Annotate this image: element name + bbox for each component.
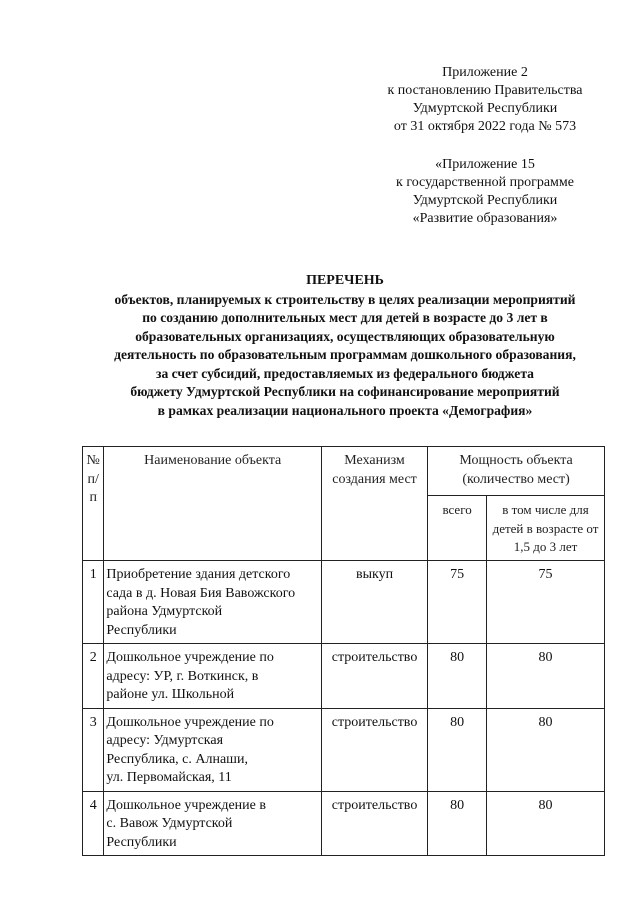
title-line: в рамках реализации национального проекта «Демография» xyxy=(157,402,533,418)
appendix-reference xyxy=(360,64,610,136)
row-young: 75 xyxy=(487,561,605,644)
title-line: по созданию дополнительных мест для детей в возрасте до 3 лет в xyxy=(142,310,548,325)
row-young: 80 xyxy=(487,791,605,856)
row-name-line: Республики xyxy=(106,622,177,638)
row-mechanism: строительство xyxy=(322,791,428,856)
table-row xyxy=(83,791,605,856)
row-total: 80 xyxy=(428,644,487,709)
header-total: всего xyxy=(428,496,487,561)
row-name xyxy=(104,644,322,709)
table-row xyxy=(83,561,605,644)
row-total: 80 xyxy=(428,791,487,856)
appendix-line: к постановлению Правительства xyxy=(387,83,583,98)
row-name-line: сада в д. Новая Бия Вавожского xyxy=(106,585,296,601)
table-row xyxy=(83,708,605,791)
title-line: деятельность по образовательным программам дошкольного образования, xyxy=(114,347,576,362)
row-num: 1 xyxy=(83,561,104,644)
row-mechanism: строительство xyxy=(322,644,428,709)
program-appendix-reference xyxy=(360,156,610,228)
row-name-line: Приобретение здания детского xyxy=(106,567,291,582)
row-name-line: района Удмуртской xyxy=(106,604,223,619)
row-name-line: районе ул. Школьной xyxy=(106,687,235,702)
program-appendix-line: «Приложение 15 xyxy=(435,157,535,172)
program-appendix-line: к государственной программе xyxy=(396,175,574,190)
document-title: ПЕРЕЧЕНЬ xyxy=(306,273,384,288)
row-name-line: Дошкольное учреждение в xyxy=(106,797,266,813)
row-num: 4 xyxy=(83,791,104,856)
row-total: 75 xyxy=(428,561,487,644)
appendix-line: Приложение 2 xyxy=(442,65,528,80)
row-name-line: адресу: Удмуртская xyxy=(106,733,224,748)
row-name-line: Республика, с. Алнаши, xyxy=(106,751,248,767)
program-appendix-line: «Развитие образования» xyxy=(412,211,558,226)
header-capacity: Мощность объекта (количество мест) xyxy=(428,447,605,496)
header-num: № п/п xyxy=(83,447,104,561)
row-mechanism: строительство xyxy=(322,708,428,791)
table-row xyxy=(83,644,605,709)
row-name-line: с. Вавож Удмуртской xyxy=(106,816,233,831)
row-name xyxy=(104,791,322,856)
row-name-line: адресу: УР, г. Воткинск, в xyxy=(106,668,259,684)
objects-table xyxy=(82,446,605,856)
row-name-line: Дошкольное учреждение по xyxy=(106,650,274,665)
row-name xyxy=(104,708,322,791)
title-line: объектов, планируемых к строительству в целях реализации мероприятий xyxy=(114,291,576,307)
header-name: Наименование объекта xyxy=(104,447,322,561)
title-line: за счет субсидий, предоставляемых из федерального бюджета xyxy=(156,365,534,381)
row-young: 80 xyxy=(487,708,605,791)
table-header-row xyxy=(83,447,605,496)
row-num: 3 xyxy=(83,708,104,791)
row-num: 2 xyxy=(83,644,104,709)
appendix-line: от 31 октября 2022 года № 573 xyxy=(393,119,577,134)
header-young: в том числе для детей в возрасте от 1,5 до 3 лет xyxy=(487,496,605,561)
appendix-line: Удмуртской Республики xyxy=(412,101,558,116)
row-name-line: Дошкольное учреждение по xyxy=(106,714,274,730)
row-young: 80 xyxy=(487,644,605,709)
row-total: 80 xyxy=(428,708,487,791)
row-name-line: Республики xyxy=(106,834,177,850)
document-title-block xyxy=(60,272,630,420)
row-name xyxy=(104,561,322,644)
row-mechanism: выкуп xyxy=(322,561,428,644)
title-line: образовательных организациях, осуществляющих образовательную xyxy=(135,328,555,344)
row-name-line: ул. Первомайская, 11 xyxy=(106,770,232,785)
header-mechanism: Механизм создания мест xyxy=(322,447,428,561)
title-line: бюджету Удмуртской Республики на софинансирование мероприятий xyxy=(130,384,560,399)
program-appendix-line: Удмуртской Республики xyxy=(412,193,558,208)
